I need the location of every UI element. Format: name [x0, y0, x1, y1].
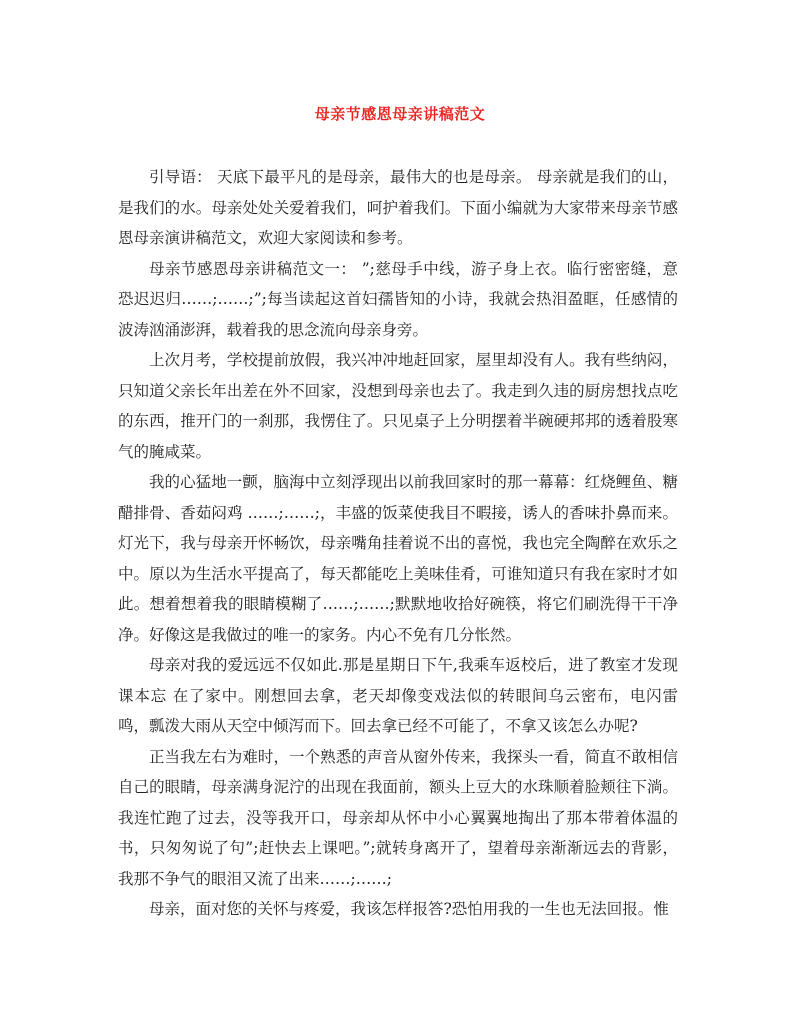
paragraph-2: 上次月考，学校提前放假，我兴冲冲地赶回家，屋里却没有人。我有些纳闷，只知道父亲长年出差在外不回家，没想到母亲也去了。我走到久违的厨房想找点吃的东西，推开门的一刹那，我愣住了。只见桌子上分明摆着半碗硬邦邦的透着股寒气的腌咸菜。 — [118, 351, 678, 461]
paragraph-intro: 引导语： 天底下最平凡的是母亲，最伟大的也是母亲。 母亲就是我们的山，是我们的水。母亲处处关爱着我们，呵护着我们。下面小编就为大家带来母亲节感恩母亲演讲稿范文，欢迎大家阅读和参考。 — [118, 168, 678, 247]
document-title: 母亲节感恩母亲讲稿范文 — [314, 105, 486, 123]
paragraph-1: 母亲节感恩母亲讲稿范文一： ”;慈母手中线，游子身上衣。临行密密缝，意恐迟迟归……;……;”;每当读起这首妇孺皆知的小诗，我就会热泪盈眶，任感情的波涛汹涌澎湃，载着我的思念流向母亲身旁。 — [118, 259, 678, 339]
document-body — [118, 162, 678, 925]
paragraph-4: 母亲对我的爱远远不仅如此.那是星期日下午,我乘车返校后，进了教室才发现课本忘 在了家中。刚想回去拿，老天却像变戏法似的转眼间乌云密布，电闪雷鸣，瓢泼大雨从天空中倾泻而下。回去拿已经不可能了，不拿又该怎么办呢? — [118, 656, 678, 735]
paragraph-3: 我的心猛地一颤，脑海中立刻浮现出以前我回家时的那一幕幕：红烧鲤鱼、糖醋排骨、香茹闷鸡 ……;……;，丰盛的饭菜使我目不暇接，诱人的香味扑鼻而来。灯光下，我与母亲开怀畅饮，母亲嘴角挂着说不出的喜悦，我也完全陶醉在欢乐之中。原以为生活水平提高了，每天都能吃上美味佳肴，可谁知道只有我在家时才如此。想着想着我的眼睛模糊了……;……;默默地收拾好碗筷，将它们刷洗得干干净净。好像这是我做过的唯一的家务。内心不免有几分怅然。 — [118, 473, 678, 644]
paragraph-5: 正当我左右为难时，一个熟悉的声音从窗外传来，我探头一看，简直不敢相信自己的眼睛，母亲满身泥泞的出现在我面前，额头上豆大的水珠顺着脸颊往下淌。我连忙跑了过去，没等我开口，母亲却从怀中小心翼翼地掏出了那本带着体温的书，只匆匆说了句”;赶快去上课吧。”;就转身离开了，望着母亲渐渐远去的背影，我那不争气的眼泪又流了出来……;……; — [118, 747, 678, 888]
paragraph-6: 母亲，面对您的关怀与疼爱，我该怎样报答?恐怕用我的一生也无法回报。惟 — [149, 900, 669, 918]
